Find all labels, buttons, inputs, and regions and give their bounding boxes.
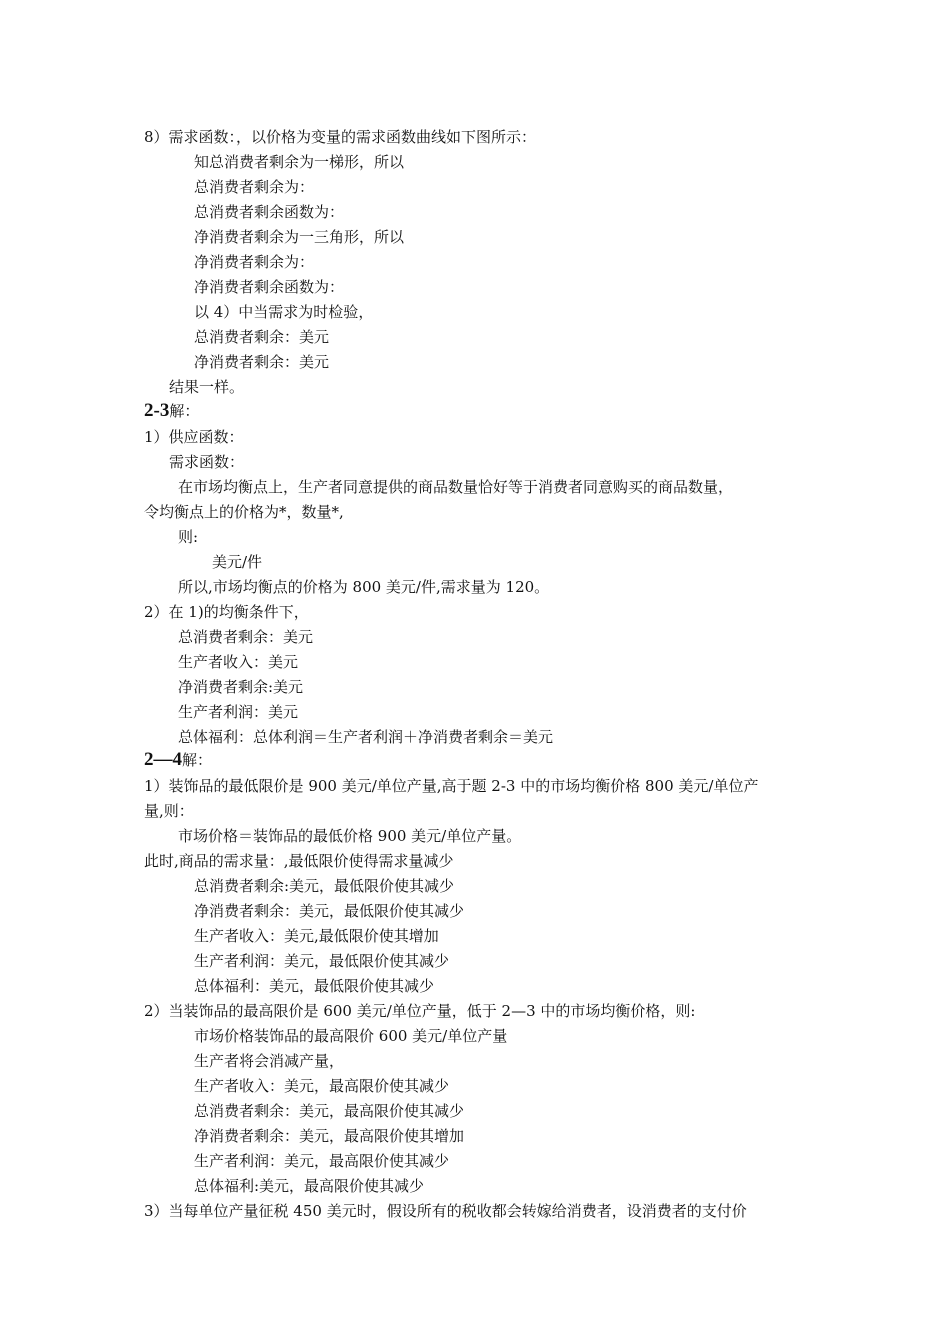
unit-text: 美元/件 bbox=[212, 553, 263, 571]
text-line: 生产者利润：美元，最高限价使其减少 bbox=[194, 1152, 450, 1170]
text-line: 总消费者剩余：美元，最高限价使其减少 bbox=[194, 1102, 465, 1120]
item-1-text: 量,则： bbox=[144, 802, 194, 820]
section-number: 2—4 bbox=[144, 749, 182, 770]
text-line: 以 4）中当需求为时检验， bbox=[194, 303, 374, 321]
section-suffix: 解： bbox=[169, 402, 200, 420]
equilibrium-text: 令均衡点上的价格为*，数量*, bbox=[144, 503, 344, 521]
text-line: 生产者将会消减产量， bbox=[194, 1052, 345, 1070]
text-line: 总消费者剩余为： bbox=[194, 178, 315, 196]
text-line: 净消费者剩余函数为： bbox=[194, 278, 345, 296]
text-line: 总消费者剩余：美元 bbox=[178, 628, 314, 646]
text-line: 净消费者剩余：美元 bbox=[194, 353, 330, 371]
section-suffix: 解： bbox=[182, 751, 213, 769]
equilibrium-text: 在市场均衡点上，生产者同意提供的商品数量恰好等于消费者同意购买的商品数量， bbox=[178, 478, 734, 496]
text-line: 总体福利:美元，最高限价使其减少 bbox=[194, 1177, 425, 1195]
text-line: 生产者收入：美元，最高限价使其减少 bbox=[194, 1077, 450, 1095]
demand-text: 此时,商品的需求量：,最低限价使得需求量减少 bbox=[144, 852, 454, 870]
text-line: 生产者收入：美元,最低限价使其增加 bbox=[194, 927, 439, 945]
text-line: 市场价格装饰品的最高限价 600 美元/单位产量 bbox=[194, 1027, 508, 1045]
text-line: 总消费者剩余:美元，最低限价使其减少 bbox=[194, 877, 455, 895]
section-number: 2-3 bbox=[144, 400, 170, 421]
item-1-text: 1）装饰品的最低限价是 900 美元/单位产量,高于题 2-3 中的市场均衡价格 800 美元/单位产 bbox=[144, 777, 759, 795]
text-line: 生产者利润：美元 bbox=[178, 703, 299, 721]
text-line: 净消费者剩余:美元 bbox=[178, 678, 304, 696]
text-line: 总体福利：总体利润＝生产者利润＋净消费者剩余＝美元 bbox=[178, 728, 554, 746]
then-text: 则: bbox=[178, 528, 199, 546]
text-line: 净消费者剩余：美元，最低限价使其减少 bbox=[194, 902, 465, 920]
equilibrium-result: 所以,市场均衡点的价格为 800 美元/件,需求量为 120。 bbox=[178, 578, 550, 596]
text-line: 净消费者剩余为一三角形，所以 bbox=[194, 228, 405, 246]
text-line: 净消费者剩余为： bbox=[194, 253, 315, 271]
demand-function: 需求函数： bbox=[169, 453, 245, 471]
text-line: 生产者收入：美元 bbox=[178, 653, 299, 671]
part-2-intro: 2）在 1)的均衡条件下， bbox=[144, 603, 309, 621]
text-line: 生产者利润：美元，最低限价使其减少 bbox=[194, 952, 450, 970]
text-line: 总消费者剩余：美元 bbox=[194, 328, 330, 346]
text-line: 总体福利：美元，最低限价使其减少 bbox=[194, 977, 435, 995]
item-3-text: 3）当每单位产量征税 450 美元时，假设所有的税收都会转嫁给消费者，设消费者的支付价 bbox=[144, 1202, 747, 1220]
text-line: 知总消费者剩余为一梯形，所以 bbox=[194, 153, 405, 171]
supply-function: 1）供应函数： bbox=[144, 428, 244, 446]
text-line: 净消费者剩余：美元，最高限价使其增加 bbox=[194, 1127, 465, 1145]
text-line: 总消费者剩余函数为： bbox=[194, 203, 345, 221]
section-heading-2-3 bbox=[144, 400, 199, 422]
section-heading-2-4 bbox=[144, 749, 212, 771]
conclusion-text: 结果一样。 bbox=[169, 378, 245, 396]
item-8-demand-function: 8）需求函数：，以价格为变量的需求函数曲线如下图所示： bbox=[144, 128, 537, 146]
item-2-intro: 2）当装饰品的最高限价是 600 美元/单位产量，低于 2—3 中的市场均衡价格，则: bbox=[144, 1002, 696, 1020]
market-price-text: 市场价格＝装饰品的最低价格 900 美元/单位产量。 bbox=[178, 827, 522, 845]
